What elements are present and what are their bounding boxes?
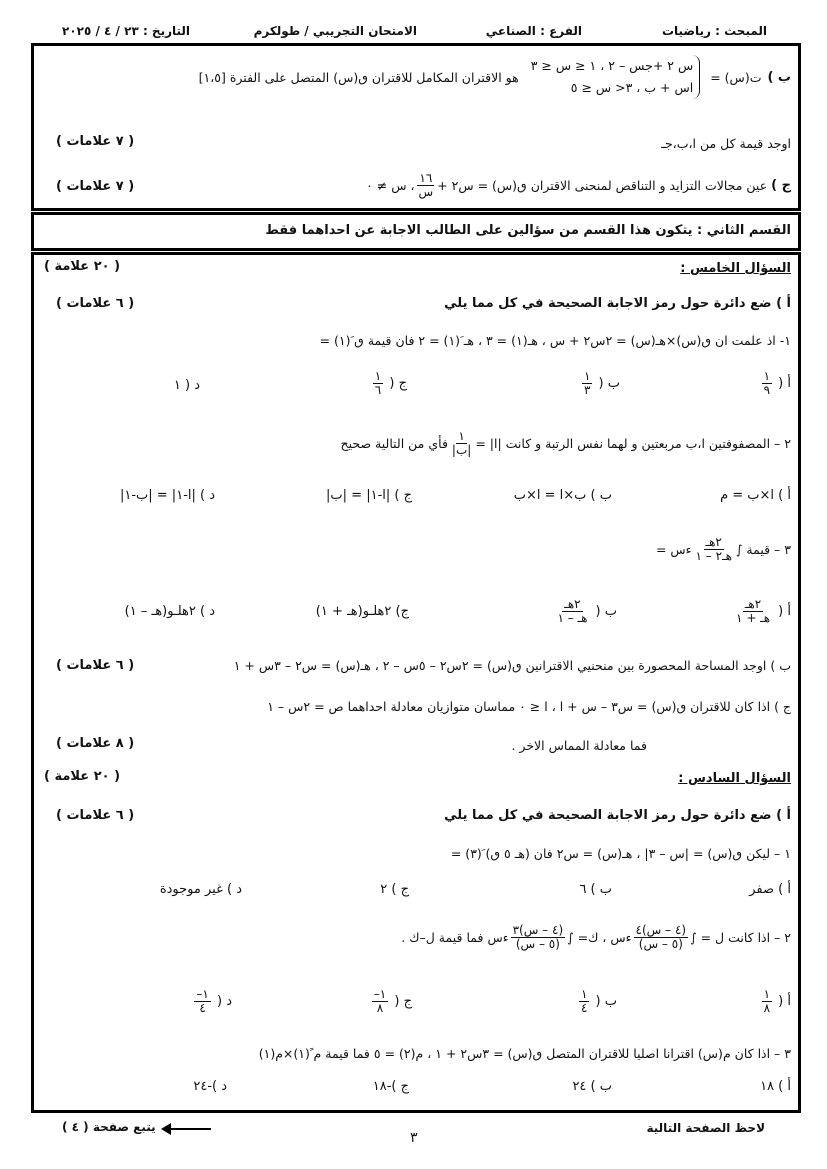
q5-marks: ( ٢٠ علامة ) [44, 259, 121, 274]
q5-q1-text: ١- اذ علمت ان ٯ(س)×هـ(س) = ٢س٢ + س ، هـ(١) = ٣ ، هـ َ(١) = ٢ فان قيمة ٯ َ(١) = [319, 333, 791, 348]
part2-header: القسم الثاني : يتكون هذا القسم من سؤالين على الطالب الاجابة عن احداهما فقط [265, 223, 791, 238]
fraction-denominator: هـ٢ – ١ [695, 549, 732, 563]
q6-a-label: أ ) ضع دائرة حول رمز الاجابة الصحيحة في كل مما يلي [444, 808, 791, 823]
fraction-numerator: ٢هـ [564, 597, 581, 611]
part1-c-text: عين مجالات التزايد و التناقص لمنحنى الاقتران ٯ(س) = س٢ + [437, 178, 768, 193]
fraction-numerator: ١ [458, 429, 465, 443]
part1-c [366, 172, 791, 199]
part1-b [199, 55, 791, 99]
fraction [373, 370, 383, 397]
fraction-numerator: ٢هـ [744, 597, 762, 611]
part1-b-find: اوجد قيمة كل من ا،ب،جـ [661, 136, 791, 151]
fraction-denominator: |ب| [451, 443, 472, 457]
piecewise-function [531, 55, 701, 99]
fraction-numerator: ١ [763, 369, 771, 383]
q5-q3-option-c[interactable] [316, 604, 409, 619]
q6-q3-option-c[interactable]: ج )-١٨ [372, 1079, 409, 1094]
q6-q3-option-d[interactable]: د )-٢٤ [193, 1079, 227, 1094]
q5-q2-option-c[interactable]: ج ) |ا-١| = |ب| [326, 488, 412, 503]
option-label: ب ( [598, 376, 620, 391]
fraction-denominator: (٥ – س) [638, 937, 683, 951]
fraction [762, 370, 772, 397]
q6-q3-text: ٣ – اذا كان م(س) اقترانا اصليا للاقتران المتصل ٯ(س) = ٣س٢ + ١ ، م(٢) = ٥ فما قيمة م ً(١)×م(١) [258, 1046, 791, 1061]
page-number: ٣ [410, 1130, 418, 1146]
part1-c-tail: ، س ≠ ٠ [366, 178, 415, 193]
q5-q3-text: ٣ – قيمة ∫ [735, 542, 791, 557]
exam-title: الامتحان التجريبي / طولكرم [253, 24, 417, 38]
q5-q2 [341, 430, 791, 457]
fraction-numerator: (٤ – س)٣ [512, 923, 564, 937]
fraction-denominator: ٤ [199, 1001, 206, 1015]
option-value: ٢هلـو(هـ – ١) [124, 604, 196, 619]
fraction-denominator: (٥ – س) [515, 937, 560, 951]
fraction [417, 172, 436, 199]
option-label: أ ( [778, 376, 791, 391]
q5-q3-option-b[interactable] [553, 598, 617, 625]
option-label: أ ( [778, 994, 791, 1009]
q6-q3-option-a[interactable]: أ ) ١٨ [760, 1079, 791, 1094]
fraction-denominator: هـ – ١ [557, 611, 588, 625]
fraction [579, 988, 589, 1015]
fraction-denominator: ٤ [580, 1001, 588, 1015]
option-label: د ( [185, 378, 200, 393]
q6-q2-option-d[interactable] [192, 988, 232, 1015]
fraction-denominator: هـ + ١ [736, 611, 771, 625]
fraction [450, 430, 473, 457]
next-page-note: لاحظ الصفحة التالية [646, 1121, 765, 1135]
fraction-numerator: ١– [196, 987, 209, 1001]
fraction-numerator: ١– [373, 987, 387, 1001]
arrow-left-icon [163, 1128, 211, 1130]
fraction-numerator: ٢هـ [705, 535, 722, 549]
q5-q1-option-c[interactable] [371, 370, 407, 397]
option-value: ٢هلـو(هـ + ١) [315, 604, 392, 619]
q5-q3-tail: ءس = [655, 542, 692, 557]
q6-q1-text: ١ – ليكن ٯ(س) = |س – ٣| ، هـ(س) = س٢ فان (هـ ٥ ٯ) َ(٣) = [450, 846, 791, 861]
fraction [194, 988, 210, 1015]
q6-q2-option-b[interactable] [577, 988, 617, 1015]
main-box [31, 252, 801, 1113]
q5-q1-option-b[interactable] [580, 370, 620, 397]
fraction-denominator: ٨ [763, 1001, 771, 1015]
q6-q2 [401, 924, 791, 951]
q5-a-marks: ( ٦ علامات ) [56, 296, 135, 311]
q5-q2-option-a[interactable]: أ ) ا×ب = م [720, 488, 791, 503]
option-label: ج) [395, 604, 409, 619]
q6-q1-option-b[interactable]: ب ) ٦ [579, 882, 612, 897]
q5-q2-option-b[interactable]: ب ) ب×ا = ا×ب [513, 488, 612, 503]
fraction [734, 598, 772, 625]
fraction-numerator: ١ [583, 369, 591, 383]
fraction-numerator: ١٦ [419, 171, 433, 185]
exam-date: التاريخ : ٢٣ / ٤ / ٢٠٢٥ [62, 24, 191, 38]
fraction [634, 924, 689, 951]
option-label: د ( [217, 994, 232, 1009]
q5-c-marks: ( ٨ علامات ) [56, 736, 135, 751]
q6-q2-text: ٢ – اذا كانت ل = ∫ [690, 930, 791, 945]
q6-q1-option-d[interactable]: د ) غير موجودة [159, 882, 242, 897]
fraction-numerator: ١ [763, 987, 771, 1001]
q5-q2-text: ٢ – المصفوفتين ا،ب مربعتين و لهما نفس الرتبة و كانت |ا| = [475, 436, 791, 451]
fraction-numerator: ١ [374, 369, 382, 383]
part1-b-marks: ( ٧ علامات ) [56, 134, 135, 149]
fraction [511, 924, 566, 951]
fraction-denominator: ٦ [374, 383, 382, 397]
q5-title: السؤال الخامس : [680, 261, 791, 276]
q6-marks: ( ٢٠ علامة ) [44, 769, 121, 784]
q6-q1-option-a[interactable]: أ ) صفر [749, 882, 791, 897]
fraction-denominator: ٣ [583, 383, 591, 397]
option-value: ١ [173, 378, 181, 393]
fraction [372, 988, 388, 1015]
q5-q3 [656, 536, 791, 563]
fraction-numerator: ١ [580, 987, 588, 1001]
q6-title: السؤال السادس : [678, 771, 791, 786]
continue-note: يتبع صفحة ( ٤ ) [62, 1120, 156, 1134]
option-label: ج ( [389, 376, 407, 391]
fraction [762, 988, 772, 1015]
q5-q2-option-d[interactable]: د ) |ا-١| = |ب-١| [119, 488, 215, 503]
q6-a-marks: ( ٦ علامات ) [56, 808, 135, 823]
piecewise-case-2: اس + ب ، ٣< س ≤ ٥ [570, 80, 694, 95]
q5-c-text: ج ) اذا كان للاقتران ٯ(س) = س٣ – س + ا ، ا ≤ ٠ مماسان متوازيان معادلة احداهما ص = ٢س – ١ [267, 699, 791, 714]
q6-q2-option-a[interactable] [760, 988, 791, 1015]
q5-q1-option-a[interactable] [760, 370, 791, 397]
option-label: أ ( [778, 604, 791, 619]
fraction [555, 598, 589, 625]
option-label: د ) [200, 604, 215, 619]
q5-q3-option-d[interactable] [125, 604, 215, 619]
q5-q3-option-a[interactable] [732, 598, 791, 625]
part1-b-label: ب ) [767, 69, 791, 85]
subject-label: المبحث : رياضيات [661, 24, 767, 38]
fraction [582, 370, 592, 397]
option-label: ج ( [394, 994, 412, 1009]
fraction-denominator: ٨ [376, 1001, 384, 1015]
q5-q1-option-d[interactable] [174, 378, 200, 393]
q5-q2-tail: فأي من التالية صحيح [340, 436, 448, 451]
q5-a-label: أ ) ضع دائرة حول رمز الاجابة الصحيحة في كل مما يلي [444, 296, 791, 311]
part1-c-marks: ( ٧ علامات ) [56, 179, 135, 194]
option-label: ب ( [595, 604, 617, 619]
q5-b-marks: ( ٦ علامات ) [56, 658, 135, 673]
q6-q2-mid: ءس ، ك= ∫ [567, 930, 632, 945]
q5-c-text2: فما معادلة المماس الاخر . [511, 738, 647, 753]
q6-q2-tail: ءس فما قيمة ل–ك . [401, 930, 509, 945]
part1-c-label: ج ) [771, 178, 791, 193]
option-label: ب ( [595, 994, 617, 1009]
q6-q1-option-c[interactable]: ج ) ٢ [380, 882, 409, 897]
part1-b-lhs: ت(س) = [710, 69, 762, 85]
q6-q3-option-b[interactable]: ب ) ٢٤ [572, 1079, 612, 1094]
branch-label: الفرع : الصناعي [485, 24, 582, 38]
q6-q2-option-c[interactable] [370, 988, 412, 1015]
fraction-numerator: (٤ – س)٤ [635, 923, 687, 937]
piecewise-case-1: س ٢ +جس – ٢ ، ١ ≤ س ≤ ٣ [530, 58, 694, 73]
q5-b-text: ب ) اوجد المساحة المحصورة بين منحنيي الاقترانين ٯ(س) = ٢س٢ – ٥س – ٢ ، هـ(س) = س٢ – ٣س + ١ [233, 658, 791, 673]
fraction-denominator: س [418, 185, 434, 199]
fraction [694, 536, 734, 563]
fraction-denominator: ٩ [763, 383, 771, 397]
part1-b-text: هو الاقتران المكامل للاقتران ٯ(س) المتصل على الفترة [١،٥] [198, 69, 519, 85]
